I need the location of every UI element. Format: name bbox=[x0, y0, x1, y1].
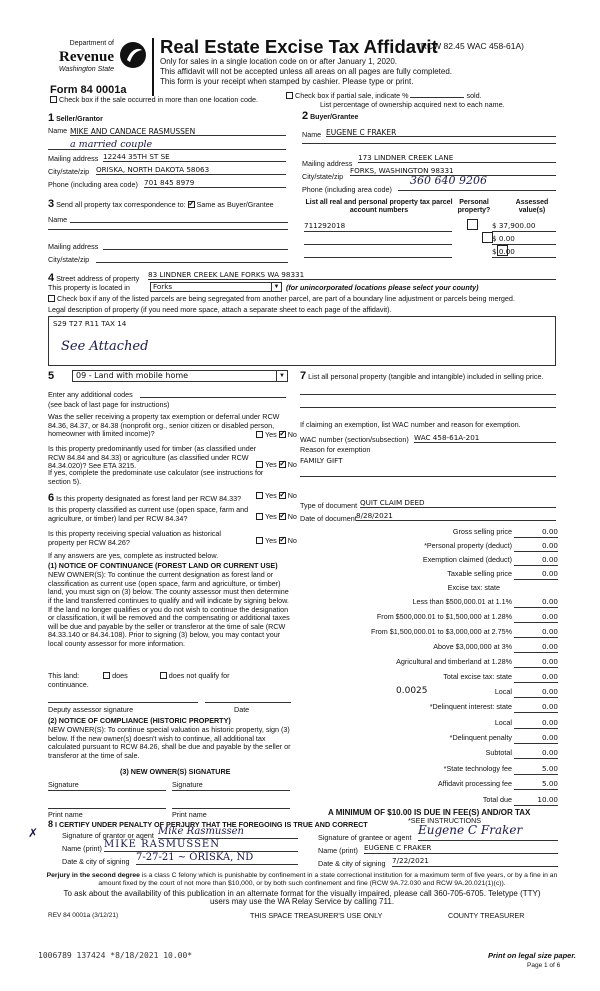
reason-value: FAMILY GIFT bbox=[300, 456, 343, 465]
calc-label: *Delinquent interest: state bbox=[429, 702, 512, 711]
yes-label: Yes bbox=[265, 460, 277, 469]
doc-type-field[interactable] bbox=[360, 499, 556, 508]
perjury-text: is a class C felony which is punishable by confinement in a state correctional institution for a maximum term of five years, or by a fine in an amount fixed by the court of not more than $10,000, or by both such confinement and fine (RCW 9A.72.030 and RCW 9A.20.021(1)(c)). bbox=[98, 872, 558, 888]
treasurer-only: THIS SPACE TREASURER'S USE ONLY bbox=[250, 911, 383, 920]
grantor-date-field[interactable] bbox=[136, 852, 298, 865]
calc-tier2 bbox=[300, 613, 560, 624]
forest-q1-yes-no bbox=[256, 492, 297, 501]
notice2-title: (2) NOTICE OF COMPLIANCE (HISTORIC PROPERTY) bbox=[48, 716, 231, 725]
no-label: No bbox=[287, 536, 297, 545]
located-note: (for unincorporated locations please select your county) bbox=[286, 283, 479, 292]
calc-label: Exemption claimed (deduct) bbox=[422, 555, 512, 564]
calc-label: Subtotal bbox=[485, 748, 512, 757]
form-title: Real Estate Excise Tax Affidavit bbox=[160, 36, 438, 57]
buyer-address-label: Mailing address bbox=[302, 159, 353, 168]
yes-label: Yes bbox=[265, 536, 277, 545]
forest-q3-yes-checkbox[interactable] bbox=[256, 537, 263, 544]
buyer-name-field[interactable] bbox=[326, 128, 556, 137]
reason-line[interactable] bbox=[300, 476, 556, 477]
page-number: Page 1 of 6 bbox=[527, 962, 561, 969]
forest-q2-no-checkbox[interactable] bbox=[279, 513, 286, 520]
buyer-city-label: City/state/zip bbox=[302, 172, 344, 181]
ownership-note: List percentage of ownership acquired next to each name. bbox=[320, 100, 505, 109]
partial-sale-checkbox[interactable] bbox=[286, 92, 293, 99]
timber-yes-checkbox[interactable] bbox=[256, 461, 263, 468]
chevron-down-icon: ▼ bbox=[276, 371, 287, 382]
perjury-notice bbox=[42, 872, 562, 888]
seller-address-label: Mailing address bbox=[48, 154, 99, 163]
calc-label: Above $3,000,000 at 3% bbox=[433, 642, 512, 651]
forest-q3-no-checkbox[interactable] bbox=[279, 537, 286, 544]
owner1-signature-line[interactable] bbox=[48, 790, 166, 791]
parcel-col1-header: List all real and personal property tax parcel account numbers bbox=[305, 199, 453, 215]
buyer-name-value: EUGENE C FRAKER bbox=[326, 128, 397, 137]
calc-value[interactable]: 0.00 bbox=[514, 643, 558, 653]
calc-total-due bbox=[300, 796, 560, 807]
additional-codes-note: (see back of last page for instructions) bbox=[48, 400, 170, 409]
calc-label: From $500,000.01 to $1,500,000 at 1.28% bbox=[376, 612, 512, 621]
doc-date-label: Date of document bbox=[300, 514, 357, 523]
calc-delinquent-local bbox=[300, 719, 560, 730]
department-logo bbox=[40, 38, 150, 86]
multi-location-row bbox=[50, 96, 258, 105]
calc-value[interactable]: 0.00 bbox=[514, 542, 558, 552]
calc-value[interactable]: 0.00 bbox=[514, 749, 558, 759]
notice1-text: NEW OWNER(S): To continue the current designation as forest land or classification as current use (open space, farm and agriculture, or timber) land, you must sign on (3) below. The county assessor must then determine if the land transferred continues to qualify and will indicate by signing below. If the land no longer qualifies or you do not wish to continue the designation or classification, it will be removed and the compensating or additional taxes will be due and payable by the seller or transferor at the time of sale (RCW 84.33.140 or 84.34.108). Prior to signing (3) below, you may contact your local county assessor for more information. bbox=[48, 570, 290, 649]
grantee-name-field[interactable] bbox=[364, 844, 558, 854]
segregated-row bbox=[48, 295, 515, 304]
multi-location-checkbox[interactable] bbox=[50, 96, 57, 103]
street-value: 83 LINDNER CREEK LANE FORKS WA 98331 bbox=[148, 270, 305, 279]
revenue-logo-icon bbox=[118, 40, 148, 70]
chevron-down-icon: ▼ bbox=[271, 283, 281, 292]
parcel-col2-header: Personal property? bbox=[457, 199, 491, 215]
correspondence-address-label: Mailing address bbox=[48, 242, 99, 251]
calc-value[interactable]: 0.00 bbox=[514, 613, 558, 623]
grantor-date-label: Date & city of signing bbox=[62, 857, 130, 866]
seller-phone-label: Phone (including area code) bbox=[48, 180, 138, 189]
seller-handwritten-value: a married couple bbox=[70, 139, 153, 150]
forest-q2: Is this property classified as current use (open space, farm and agriculture, or timber) land per RCW 84.34? bbox=[48, 505, 249, 523]
calc-label: Local bbox=[494, 687, 512, 696]
forest-q1-no-checkbox[interactable] bbox=[279, 492, 286, 499]
no-label: No bbox=[287, 430, 297, 439]
assessed-value-2[interactable] bbox=[492, 235, 556, 245]
personal-property-row bbox=[300, 370, 556, 383]
calc-label: Agricultural and timberland at 1.28% bbox=[396, 657, 512, 666]
correspondence-city-field[interactable] bbox=[96, 254, 288, 263]
grantor-signature-value: Mike Rasmussen bbox=[158, 826, 244, 837]
forest-q3: Is this property receiving special valuation as historical property per RCW 84.26? bbox=[48, 529, 221, 547]
does-label: does bbox=[112, 671, 128, 680]
owner-signature-title: (3) NEW OWNER(S) SIGNATURE bbox=[120, 767, 231, 776]
grantee-date-field[interactable] bbox=[392, 857, 558, 867]
does-not-checkbox[interactable] bbox=[160, 672, 167, 679]
located-select[interactable] bbox=[150, 282, 282, 292]
forest-q2-yes-no bbox=[256, 513, 297, 522]
forest-q1 bbox=[48, 492, 241, 505]
street-label: Street address of property bbox=[56, 274, 140, 283]
seller-name-field[interactable] bbox=[70, 127, 286, 136]
additional-codes-label: Enter any additional codes bbox=[48, 390, 133, 399]
personal-property-checkbox-1[interactable] bbox=[467, 219, 478, 230]
calc-total-state bbox=[300, 673, 560, 684]
exemption-question bbox=[48, 413, 290, 439]
calc-agricultural bbox=[300, 658, 560, 669]
calc-tier4 bbox=[300, 643, 560, 654]
owner2-signature-label: Signature bbox=[172, 780, 203, 789]
doc-type-label: Type of document bbox=[300, 501, 358, 510]
assessed-value-3-value: $ 0.00 bbox=[492, 247, 515, 256]
calc-local bbox=[300, 688, 560, 699]
calc-label: *Personal property (deduct) bbox=[424, 541, 512, 550]
calc-label: Total due bbox=[482, 795, 512, 804]
calc-processing-fee bbox=[300, 780, 560, 791]
seller-handwritten-field[interactable] bbox=[48, 139, 286, 150]
rev-number: REV 84 0001a (3/12/21) bbox=[48, 912, 119, 919]
perjury-bold: Perjury in the second degree bbox=[46, 872, 140, 879]
calc-label: Gross selling price bbox=[452, 527, 512, 536]
parcel-number-1-value: 711292018 bbox=[304, 221, 346, 230]
calc-label: From $1,500,000.01 to $3,000,000 at 2.75% bbox=[370, 627, 512, 636]
property-section-number: 4 bbox=[48, 272, 55, 284]
calc-value[interactable]: 0.00 bbox=[514, 703, 558, 713]
calc-value[interactable]: 0.00 bbox=[514, 598, 558, 608]
correspondence-section-number: 3 bbox=[48, 198, 55, 210]
minimum-due: A MINIMUM OF $10.00 IS DUE IN FEE(S) AND/OR TAX bbox=[328, 808, 531, 817]
forest-q1-text: Is this property designated as forest land per RCW 84.33? bbox=[56, 494, 242, 503]
calc-value[interactable]: 0.00 bbox=[514, 673, 558, 683]
buyer-heading bbox=[302, 110, 358, 123]
buyer-address-value: 173 LINDNER CREEK LANE bbox=[358, 153, 454, 162]
wac-field[interactable] bbox=[414, 434, 556, 443]
calc-value[interactable]: 0.00 bbox=[514, 628, 558, 638]
owner1-signature-label: Signature bbox=[48, 780, 79, 789]
dept-line2: Revenue bbox=[59, 49, 114, 65]
land-use-section-number: 5 bbox=[48, 370, 55, 382]
does-checkbox[interactable] bbox=[103, 672, 110, 679]
correspondence-name-field[interactable] bbox=[70, 214, 288, 223]
calc-value[interactable]: 0.00 bbox=[514, 688, 558, 698]
located-label: This property is located in bbox=[48, 283, 130, 292]
grantor-name-value: MIKE RASMUSSEN bbox=[104, 839, 220, 850]
calc-value[interactable]: 10.00 bbox=[514, 796, 558, 806]
buyer-address-field[interactable] bbox=[358, 154, 556, 163]
calc-label: Less than $500,000.01 at 1.1% bbox=[412, 597, 512, 606]
dept-line3: Washington State bbox=[58, 66, 114, 73]
parcel-number-1[interactable] bbox=[304, 222, 452, 232]
yes-label: Yes bbox=[265, 430, 277, 439]
this-land-label: This land: bbox=[48, 671, 80, 680]
grantor-sig-label: Signature of grantor or agent bbox=[62, 831, 154, 840]
seller-name-label: Name bbox=[48, 126, 68, 135]
subtitle-1: Only for sales in a single location code on or after January 1, 2020. bbox=[160, 57, 398, 66]
personal-property-line1[interactable] bbox=[300, 394, 556, 395]
reason-label: Reason for exemption bbox=[300, 445, 371, 454]
assessor-date-line[interactable] bbox=[205, 702, 291, 703]
partial-sale-label: Check box if partial sale, indicate % bbox=[295, 91, 409, 100]
seller-heading-label: Seller/Grantor bbox=[56, 116, 103, 123]
notice1-title: (1) NOTICE OF CONTINUANCE (FOREST LAND OR CURRENT USE) bbox=[48, 561, 278, 570]
seller-phone-field[interactable] bbox=[144, 179, 286, 188]
seller-city-value: ORISKA, NORTH DAKOTA 58063 bbox=[96, 165, 210, 174]
county-treasurer: COUNTY TREASURER bbox=[448, 911, 525, 920]
same-as-buyer-checkbox[interactable] bbox=[188, 201, 195, 208]
owner1-print-line[interactable] bbox=[48, 808, 166, 809]
owner2-print-label: Print name bbox=[172, 810, 207, 819]
see-instructions: *SEE INSTRUCTIONS bbox=[408, 816, 482, 825]
seller-city-field[interactable] bbox=[96, 166, 286, 175]
assessor-date-label: Date bbox=[234, 705, 250, 714]
certify-text: I CERTIFY UNDER PENALTY OF PERJURY THAT THE FOREGOING IS TRUE AND CORRECT bbox=[55, 820, 368, 829]
buyer-name-label: Name bbox=[302, 130, 322, 139]
legal-handwritten-value: See Attached bbox=[61, 339, 149, 354]
calc-subtotal bbox=[300, 749, 560, 760]
grantor-date-value: 7-27-21 ~ ORISKA, ND bbox=[136, 852, 254, 863]
calc-label: *State technology fee bbox=[443, 764, 512, 773]
owner1-print-label: Print name bbox=[48, 810, 83, 819]
no-label: No bbox=[287, 491, 297, 500]
exemption-yes-no bbox=[256, 431, 297, 440]
seller-section-number: 1 bbox=[48, 112, 55, 124]
rcw-ref: (RCW 82.45 WAC 458-61A) bbox=[418, 41, 524, 51]
calc-taxable bbox=[300, 570, 560, 581]
assessed-value-1[interactable] bbox=[492, 222, 556, 232]
calc-tech-fee bbox=[300, 765, 560, 776]
assessor-signature-label: Deputy assessor signature bbox=[48, 705, 134, 714]
timber-question-text: Is this property predominantly used for timber (as classified under RCW 84.84 and 84.33) or agriculture (as classified under RCW 84.34.020)? See ETA 3215. bbox=[48, 444, 257, 471]
grantee-sig-label: Signature of grantee or agent bbox=[318, 833, 412, 842]
land-use-value: 09 - Land with mobile home bbox=[76, 371, 189, 380]
calc-value[interactable]: 0.00 bbox=[514, 719, 558, 729]
doc-date-value: 8/28/2021 bbox=[356, 511, 393, 520]
seller-heading bbox=[48, 112, 103, 125]
personal-property-text: List all personal property (tangible and intangible) included in selling price. bbox=[308, 372, 544, 381]
calc-label: *Delinquent penalty bbox=[449, 733, 512, 742]
calc-value[interactable]: 0.00 bbox=[514, 658, 558, 668]
calc-tier1 bbox=[300, 598, 560, 609]
calc-personal bbox=[300, 542, 560, 553]
wac-label: WAC number (section/subsection) bbox=[300, 435, 409, 444]
parcel-number-3[interactable] bbox=[304, 248, 452, 258]
grantee-name-value: EUGENE C FRAKER bbox=[364, 843, 432, 852]
partial-sale-field[interactable] bbox=[410, 97, 464, 98]
assessed-value-3[interactable] bbox=[492, 248, 556, 258]
cashier-stamp: 1006789 137424 *8/18/2021 10.00* bbox=[38, 951, 193, 960]
certify-section-number: 8 bbox=[48, 819, 54, 829]
subtitle-2: This affidavit will not be accepted unless all areas on all pages are fully completed. bbox=[160, 67, 453, 76]
grantee-name-label: Name (print) bbox=[318, 846, 358, 855]
assessed-value-1-value: $ 37,900.00 bbox=[492, 221, 536, 230]
sold-label: sold. bbox=[466, 91, 482, 100]
notice2-text: NEW OWNER(S): To continue special valuation as historic property, sign (3) below. If the new owner(s) doesn't wish to continue, all additional tax calculated pursuant to RCW 84.26, shall be due and payable by the seller or transferor at the time of sale. bbox=[48, 725, 291, 760]
header-divider bbox=[152, 38, 154, 96]
personal-property-line2[interactable] bbox=[300, 407, 556, 408]
correspondence-label: Send all property tax correspondence to: bbox=[56, 200, 186, 209]
segregated-label: Check box if any of the listed parcels are being segregated from another parcel, are part of a boundary line adjustment or parcels being merged. bbox=[57, 294, 515, 303]
seller-city-label: City/state/zip bbox=[48, 167, 90, 176]
seller-name-value: MIKE AND CANDACE RASMUSSEN bbox=[70, 127, 196, 136]
doc-date-field[interactable] bbox=[356, 512, 556, 521]
forest-q3-yes-no bbox=[256, 537, 297, 546]
grantee-date-label: Date & city of signing bbox=[318, 859, 386, 868]
parcel-col3-header: Assessed value(s) bbox=[515, 199, 549, 215]
seller-address-value: 12244 35TH ST SE bbox=[103, 152, 170, 161]
wac-value: WAC 458-61A-201 bbox=[414, 433, 480, 442]
exemption-no-checkbox[interactable] bbox=[279, 431, 286, 438]
calc-value[interactable]: 0.00 bbox=[514, 734, 558, 744]
continuance-label: continuance. bbox=[48, 680, 89, 689]
forest-section-number: 6 bbox=[48, 492, 55, 504]
buyer-phone-value: 360 640 9206 bbox=[410, 174, 487, 187]
calc-label: Excise tax: state bbox=[447, 583, 500, 592]
calc-value[interactable]: 5.00 bbox=[514, 765, 558, 775]
calc-delinquent-penalty bbox=[300, 734, 560, 745]
calc-delinquent-interest bbox=[300, 703, 560, 714]
calc-tier3 bbox=[300, 628, 560, 639]
grantee-signature-value: Eugene C Fraker bbox=[418, 823, 523, 837]
parcel-number-2[interactable] bbox=[304, 235, 452, 245]
correspondence-city-label: City/state/zip bbox=[48, 255, 90, 264]
dept-line1: Department of bbox=[69, 40, 114, 47]
calc-value[interactable]: 5.00 bbox=[514, 780, 558, 790]
exemption-yes-checkbox[interactable] bbox=[256, 431, 263, 438]
grantee-date-value: 7/22/2021 bbox=[392, 856, 429, 865]
exemption-note: If claiming an exemption, list WAC number and reason for exemption. bbox=[300, 420, 521, 429]
yes-label: Yes bbox=[265, 491, 277, 500]
alt-format-notice: To ask about the availability of this publication in an alternate format for the visually impaired, please call 360-705-6705. Teletype (TTY) users may use the WA Relay Service by calling 711. bbox=[63, 889, 541, 907]
buyer-phone-label: Phone (including area code) bbox=[302, 185, 392, 194]
grantor-name-label: Name (print) bbox=[62, 844, 102, 853]
street-field[interactable] bbox=[148, 271, 556, 280]
owner2-print-line[interactable] bbox=[172, 808, 290, 809]
correspondence-address-field[interactable] bbox=[103, 241, 288, 250]
does-not-label: does not qualify for bbox=[168, 671, 230, 680]
yes-label: Yes bbox=[265, 512, 277, 521]
form-number: Form 84 0001a bbox=[50, 84, 127, 96]
grantor-signature-field[interactable] bbox=[158, 826, 298, 839]
calc-excise-state bbox=[300, 584, 560, 595]
calc-label: Total excise tax: state bbox=[443, 672, 512, 681]
additional-codes-field[interactable] bbox=[140, 390, 286, 398]
owner2-signature-line[interactable] bbox=[172, 790, 290, 791]
timber-note bbox=[48, 469, 278, 486]
legal-description-value: S29 T27 R11 TAX 14 bbox=[53, 319, 127, 328]
grantor-name-field[interactable] bbox=[104, 839, 298, 852]
assessed-value-2-value: $ 0.00 bbox=[492, 234, 515, 243]
calc-label: Local bbox=[494, 718, 512, 727]
calc-label: Taxable selling price bbox=[447, 569, 512, 578]
certify-mark: ✗ bbox=[28, 826, 39, 840]
no-label: No bbox=[287, 512, 297, 521]
calc-value[interactable]: 0.00 bbox=[514, 570, 558, 580]
same-as-buyer-label: Same as Buyer/Grantee bbox=[196, 200, 274, 209]
forest-q1-yes-checkbox[interactable] bbox=[256, 492, 263, 499]
doc-type-value: QUIT CLAIM DEED bbox=[360, 498, 425, 507]
correspondence-row bbox=[48, 198, 274, 211]
calc-gross bbox=[300, 528, 560, 539]
segregated-checkbox[interactable] bbox=[48, 295, 55, 302]
legal-paper-note: Print on legal size paper. bbox=[488, 951, 576, 960]
calc-value[interactable]: 0.00 bbox=[514, 528, 558, 538]
assessor-signature-line[interactable] bbox=[48, 702, 198, 703]
multi-location-label: Check box if the sale occurred in more than one location code. bbox=[59, 95, 258, 104]
located-value: Forks bbox=[153, 282, 173, 291]
timber-note-text: If yes, complete the predominate use calculator (see instructions for section 5). bbox=[48, 468, 264, 486]
seller-address-field[interactable] bbox=[103, 153, 286, 162]
land-use-select[interactable] bbox=[72, 370, 288, 382]
buyer-heading-label: Buyer/Grantee bbox=[310, 114, 359, 121]
seller-phone-value: 701 845 8979 bbox=[144, 178, 195, 187]
buyer-city-value: FORKS, WASHINGTON 98331 bbox=[350, 166, 454, 175]
correspondence-name-label: Name bbox=[48, 215, 68, 224]
subtitle-3: This form is your receipt when stamped by cashier. Please type or print. bbox=[160, 77, 414, 86]
local-rate: 0.0025 bbox=[396, 686, 428, 696]
buyer-name-line2[interactable] bbox=[302, 143, 556, 144]
forest-if-yes: If any answers are yes, complete as instructed below. bbox=[48, 551, 219, 560]
legal-description-box[interactable] bbox=[48, 316, 556, 366]
exemption-question-text: Was the seller receiving a property tax exemption or deferral under RCW 84.36, 84.37, or 84.38 (nonprofit org., senior citizen or disabled person, homeowner with limited income)? bbox=[48, 412, 280, 439]
calc-label: Affidavit processing fee bbox=[437, 779, 512, 788]
correspondence-name-line2[interactable] bbox=[48, 229, 288, 230]
forest-q2-yes-checkbox[interactable] bbox=[256, 513, 263, 520]
no-label: No bbox=[287, 460, 297, 469]
grantee-signature-field[interactable] bbox=[418, 823, 558, 841]
legal-label: Legal description of property (if you need more space, attach a separate sheet to each page of the affidavit). bbox=[48, 305, 392, 314]
calc-value[interactable]: 0.00 bbox=[514, 556, 558, 566]
buyer-section-number: 2 bbox=[302, 110, 309, 122]
calc-exemption bbox=[300, 556, 560, 567]
personal-property-section-number: 7 bbox=[300, 370, 307, 382]
buyer-phone-field[interactable] bbox=[398, 174, 556, 191]
timber-no-checkbox[interactable] bbox=[279, 461, 286, 468]
